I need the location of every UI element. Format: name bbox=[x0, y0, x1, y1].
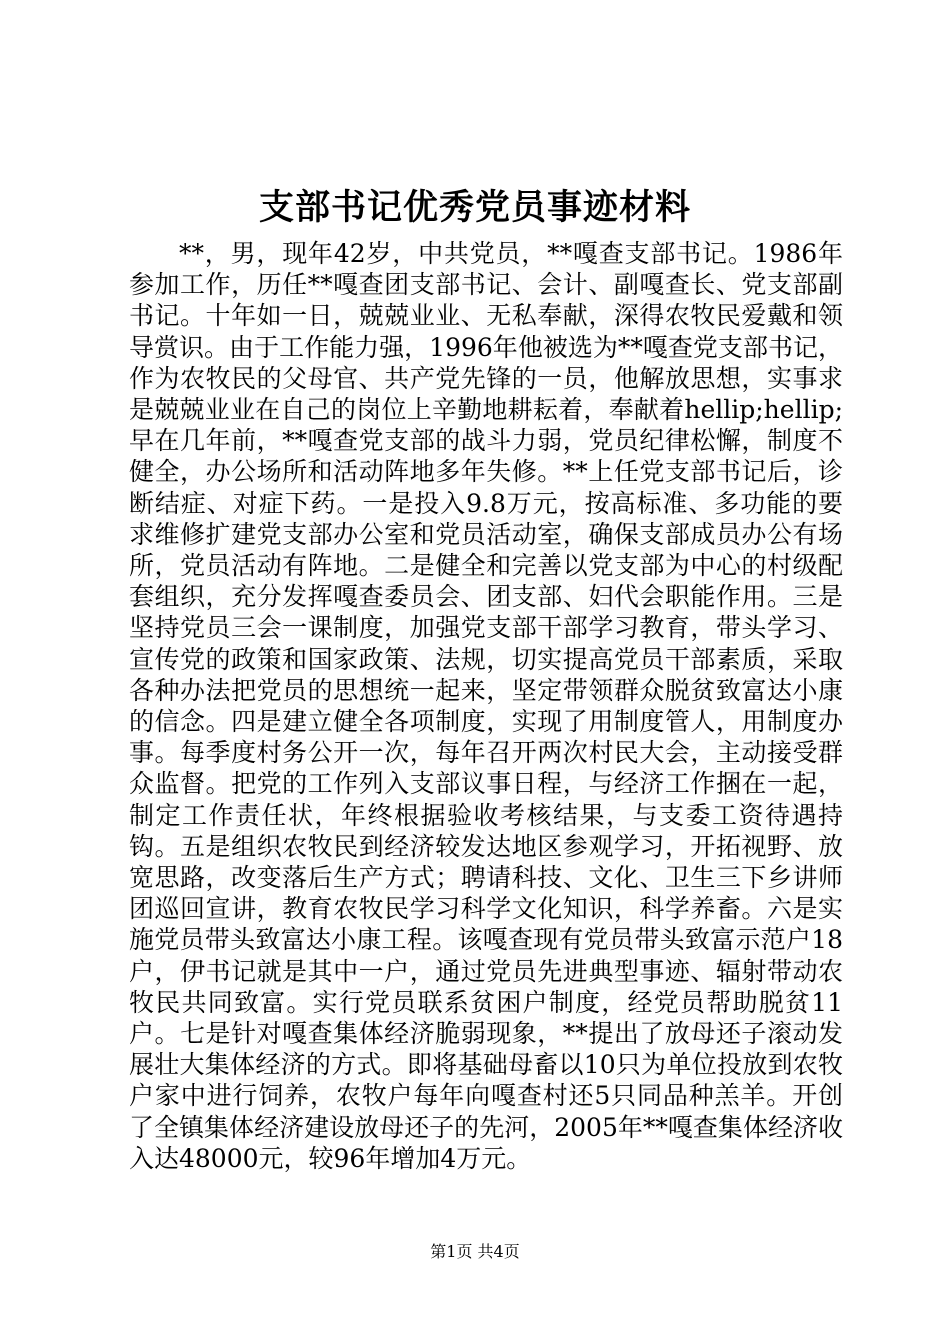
body-paragraph: **，男，现年42岁，中共党员，**嘎查支部书记。1986年参加工作，历任**嘎查团支部书记、会计、副嘎查长、党支部副书记。十年如一日，兢兢业业、无私奉献，深得农牧民爱戴和领导赏识。由于工作能力强，1996年他被选为**嘎查党支部书记，作为农牧民的父母官、共产党先锋的一员，他解放思想，实事求是兢兢业业在自己的岗位上辛勤地耕耘着，奉献着hellip;hellip;早在几年前，**嘎查党支部的战斗力弱，党员纪律松懈，制度不健全，办公场所和活动阵地多年失修。**上任党支部书记后，诊断结症、对症下药。一是投入9.8万元，按高标准、多功能的要求维修扩建党支部办公室和党员活动室，确保支部成员办公有场所，党员活动有阵地。二是健全和完善以党支部为中心的村级配套组织，充分发挥嘎查委员会、团支部、妇代会职能作用。三是坚持党员三会一课制度，加强党支部干部学习教育，带头学习、宣传党的政策和国家政策、法规，切实提高党员干部素质，采取各种办法把党员的思想统一起来，坚定带领群众脱贫致富达小康的信念。四是建立健全各项制度，实现了用制度管人，用制度办事。每季度村务公开一次，每年召开两次村民大会，主动接受群众监督。把党的工作列入支部议事日程，与经济工作捆在一起，制定工作责任状，年终根据验收考核结果，与支委工资待遇持钩。五是组织农牧民到经济较发达地区参观学习，开拓视野、放宽思路，改变落后生产方式；聘请科技、文化、卫生三下乡讲师团巡回宣讲，教育农牧民学习科学文化知识，科学养畜。六是实施党员带头致富达小康工程。该嘎查现有党员带头致富示范户18户，伊书记就是其中一户，通过党员先进典型事迹、辐射带动农牧民共同致富。实行党员联系贫困户制度，经党员帮助脱贫11户。七是针对嘎查集体经济脆弱现象，**提出了放母还子滚动发展壮大集体经济的方式。即将基础母畜以10只为单位投放到农牧户家中进行饲养，农牧户每年向嘎查村还5只同品种羔羊。开创了全镇集体经济建设放母还子的先河，2005年**嘎查集体经济收入达48000元，较96年增加4万元。 bbox=[129, 239, 843, 1173]
document-title: 支部书记优秀党员事迹材料 bbox=[258, 187, 691, 228]
page-footer: 第1页 共4页 bbox=[430, 1242, 520, 1261]
